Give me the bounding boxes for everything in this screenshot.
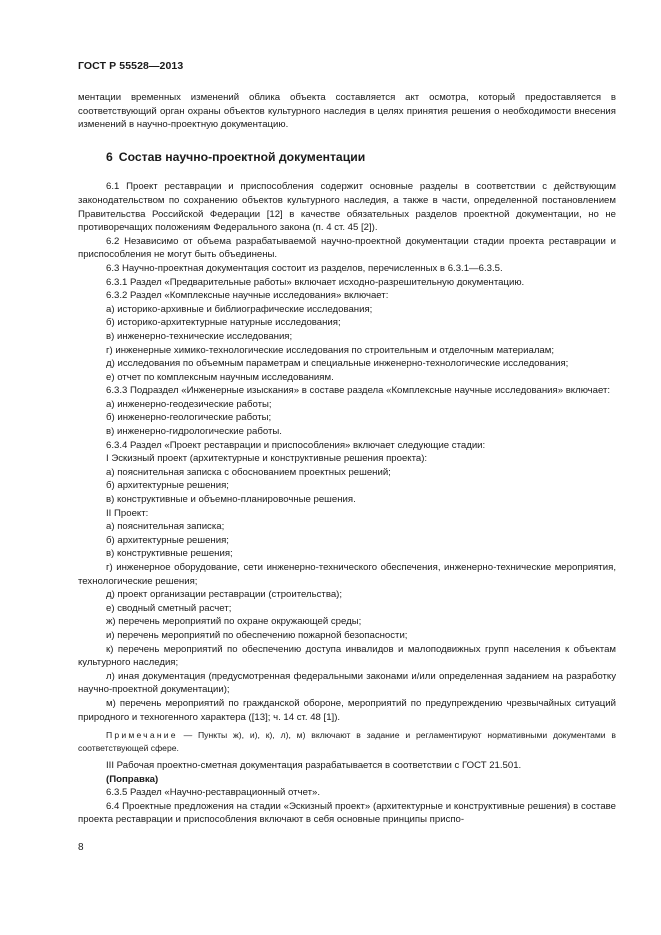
- list-item: л) иная документация (предусмотренная федеральными законами и/или определенная заданием на разработку научно-проектной документации);: [78, 670, 616, 696]
- section-number: 6: [106, 149, 113, 164]
- list-item: д) исследования по объемным параметрам и специальные инженерно-технологические исследования;: [106, 358, 569, 370]
- document-body: [78, 91, 616, 827]
- para-6-3: 6.3 Научно-проектная документация состоит из разделов, перечисленных в 6.3.1—6.3.5.: [106, 262, 503, 274]
- list-item: а) пояснительная записка;: [106, 521, 225, 533]
- note-text: — Пункты ж), и), к), л), м) включают в задание и регламентируют нормативными документами в соответствующей сфере.: [78, 730, 616, 753]
- para-6-3-5: 6.3.5 Раздел «Научно-реставрационный отчет».: [106, 787, 320, 799]
- para-6-4: 6.4 Проектные предложения на стадии «Эскизный проект» (архитектурные и конструктивные решения) в составе проекта реставрации и приспособления включают в себя основные принципы приспо-: [78, 800, 616, 826]
- list-item: е) отчет по комплексным научным исследованиям.: [106, 371, 334, 383]
- list-item: д) проект организации реставрации (строительства);: [106, 589, 343, 601]
- list-item: а) инженерно-геодезические работы;: [106, 398, 272, 410]
- list-item: к) перечень мероприятий по обеспечению доступа инвалидов и малоподвижных групп населения к объектам культурного наследия;: [78, 643, 616, 669]
- list-item: б) инженерно-геологические работы;: [106, 412, 272, 424]
- list-item: е) сводный сметный расчет;: [106, 602, 232, 614]
- list-item: б) архитектурные решения;: [106, 534, 229, 546]
- list-item: в) инженерно-гидрологические работы.: [106, 426, 282, 438]
- note: [78, 729, 616, 754]
- amendment-label: (Поправка): [106, 773, 159, 785]
- note-label: Примечание: [106, 730, 178, 741]
- list-item: в) конструктивные и объемно-планировочные решения.: [106, 494, 356, 506]
- list-item: в) инженерно-технические исследования;: [106, 330, 293, 342]
- stage-heading: II Проект:: [106, 507, 149, 519]
- list-item: а) историко-архивные и библиографические исследования;: [106, 303, 373, 315]
- list-item: г) инженерные химико-технологические исследования по строительным и отделочным материалам;: [106, 344, 555, 356]
- para-6-3-4: 6.3.4 Раздел «Проект реставрации и приспособления» включает следующие стадии:: [106, 439, 486, 451]
- stage-heading: III Рабочая проектно-сметная документация разрабатывается в соответствии с ГОСТ 21.501.: [106, 759, 522, 771]
- para-6-3-2: 6.3.2 Раздел «Комплексные научные исследования» включает:: [106, 290, 389, 302]
- stage-heading: I Эскизный проект (архитектурные и конструктивные решения проекта):: [106, 453, 428, 465]
- section-title: Состав научно-проектной документации: [118, 149, 366, 164]
- section-heading: [106, 151, 616, 165]
- intro-paragraph: ментации временных изменений облика объекта составляется акт осмотра, который предоставляется в соответствующий орган охраны объектов культурного наследия в целях принятия решения о необходимости внесения изменений в научно-проектную документацию.: [78, 92, 616, 131]
- para-6-2: 6.2 Независимо от объема разрабатываемой научно-проектной документации стадии проекта реставрации и приспособления не могут быть объединены.: [78, 235, 616, 261]
- list-item: а) пояснительная записка с обоснованием проектных решений;: [106, 466, 391, 478]
- list-item: б) архитектурные решения;: [106, 480, 229, 492]
- para-6-1: 6.1 Проект реставрации и приспособления содержит основные разделы в соответствии с действующим законодательством по сохранению объектов культурного наследия, а также в части, определенной постановлением Правительства Российской Федерации [12] в качестве обязательных разделов проектной документации, но не противоречащих положениям Федерального закона (п. 4 ст. 45 [2]).: [78, 181, 616, 234]
- para-6-3-3: 6.3.3 Подраздел «Инженерные изыскания» в составе раздела «Комплексные научные исследования» включает:: [106, 385, 611, 397]
- list-item: м) перечень мероприятий по гражданской обороне, мероприятий по предупреждению чрезвычайных ситуаций природного и техногенного характера ([13]; ч. 14 ст. 48 [1]).: [78, 697, 616, 723]
- list-item: г) инженерное оборудование, сети инженерно-технического обеспечения, инженерно-технические мероприятия, технологические решения;: [78, 562, 616, 587]
- list-item: и) перечень мероприятий по обеспечению пожарной безопасности;: [106, 629, 408, 641]
- list-item: ж) перечень мероприятий по охране окружающей среды;: [106, 616, 362, 628]
- list-item: в) конструктивные решения;: [106, 548, 233, 560]
- document-header: ГОСТ Р 55528—2013: [78, 60, 184, 72]
- list-item: б) историко-архитектурные натурные исследования;: [106, 317, 341, 329]
- page-number: 8: [78, 842, 84, 853]
- para-6-3-1: 6.3.1 Раздел «Предварительные работы» включает исходно-разрешительную документацию.: [106, 276, 525, 288]
